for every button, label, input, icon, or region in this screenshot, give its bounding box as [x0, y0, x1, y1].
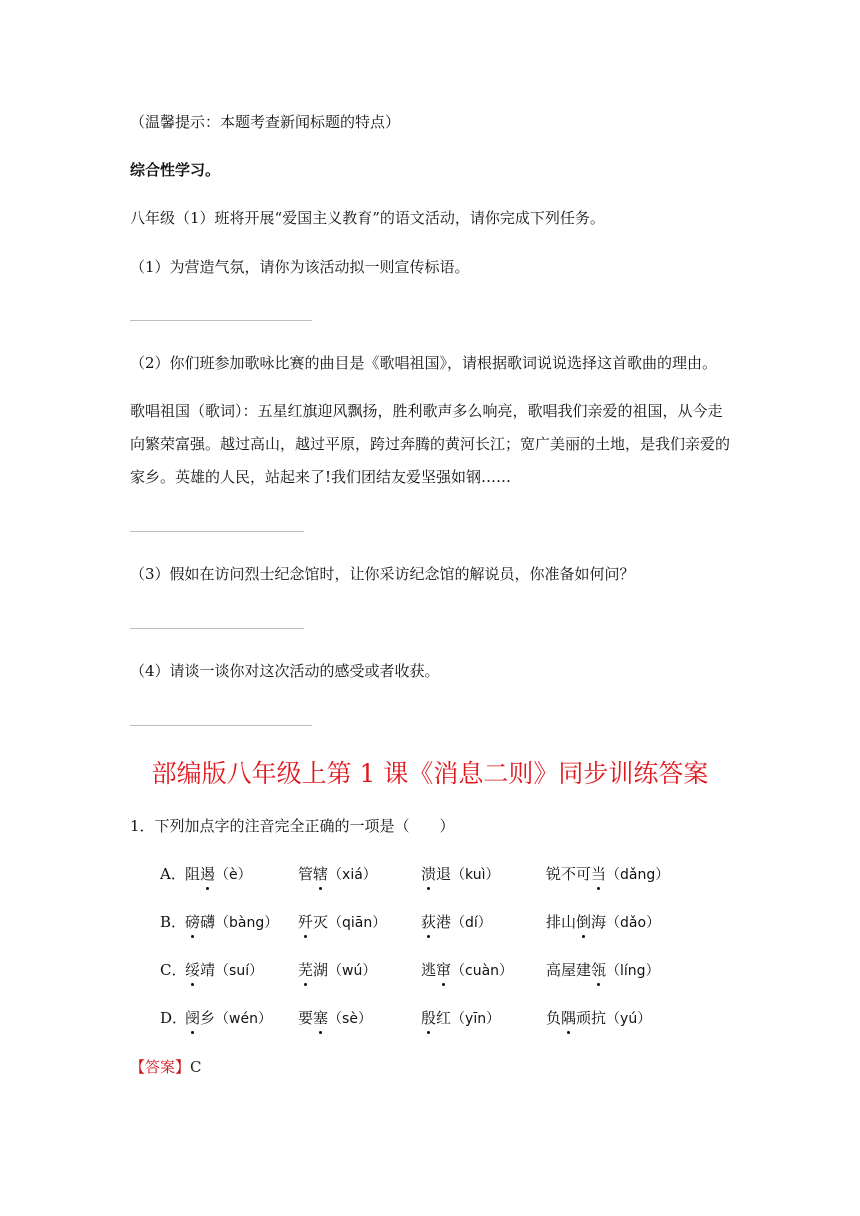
word-text: 礴: [200, 913, 216, 931]
option-word: [298, 864, 377, 885]
answer-value: C: [190, 1058, 202, 1076]
section-title: 综合性学习。: [130, 161, 221, 179]
question-3: （3）假如在访问烈士纪念馆时，让你采访纪念馆的解说员，你准备如何问？: [130, 565, 635, 583]
word-text: 逃: [421, 961, 437, 979]
option-word: [185, 960, 263, 981]
word-text: 负: [546, 1009, 562, 1027]
option-word: [421, 1008, 500, 1029]
dotted-character: 遏: [200, 865, 216, 883]
word-text: 排山: [546, 913, 577, 931]
question-1: （1）为营造气氛，请你为该活动拟一则宣传标语。: [130, 258, 470, 276]
hint-text: （温馨提示：本题考查新闻标题的特点）: [130, 113, 401, 131]
word-text: 灭: [313, 913, 329, 931]
answer-blank-4[interactable]: [130, 725, 312, 726]
word-text: 阻: [185, 865, 201, 883]
word-text: 湖: [313, 961, 329, 979]
dotted-character: 歼: [298, 913, 314, 931]
option-word: [185, 912, 278, 933]
word-text: 顽抗: [576, 1009, 607, 1027]
pinyin: （dǎng）: [606, 867, 670, 883]
dotted-character: 瓴: [591, 961, 607, 979]
option-word: [298, 912, 386, 933]
word-text: 红: [436, 1009, 452, 1027]
activity-intro: 八年级（1）班将开展“爱国主义教育”的语文活动，请你完成下列任务。: [130, 209, 605, 227]
option-word: [421, 912, 492, 933]
pinyin: （yīn）: [451, 1011, 501, 1027]
dotted-character: 倒: [576, 913, 592, 931]
lyrics-line-3: 家乡。英雄的人民，站起来了!我们团结友爱坚强如钢……: [130, 468, 512, 486]
word-text: 退: [436, 865, 452, 883]
question-2: （2）你们班参加歌咏比赛的曲目是《歌唱祖国》，请根据歌词说说选择这首歌曲的理由。: [130, 354, 718, 372]
word-text: 要: [298, 1009, 314, 1027]
option-word: [185, 1008, 272, 1029]
dotted-character: 绥: [185, 961, 201, 979]
option-word: [185, 864, 252, 885]
pinyin: （suí）: [215, 963, 264, 979]
dotted-character: 隅: [561, 1009, 577, 1027]
pinyin: （bàng）: [215, 915, 279, 931]
word-text: 锐不可: [546, 865, 592, 883]
pinyin: （wén）: [215, 1011, 272, 1027]
option-word: [546, 1008, 651, 1029]
option-word: [298, 960, 376, 981]
question-4: （4）请谈一谈你对这次活动的感受或者收获。: [130, 662, 440, 680]
word-text: 海: [591, 913, 607, 931]
dotted-character: 溃: [421, 865, 437, 883]
answer-section-title: 部编版八年级上第 1 课《消息二则》同步训练答案: [151, 759, 709, 788]
option-word: [546, 960, 660, 981]
answer-line: [130, 1057, 202, 1077]
dotted-character: 辖: [313, 865, 329, 883]
word-text: 管: [298, 865, 314, 883]
option-word: [546, 864, 669, 885]
pinyin: （yú）: [606, 1011, 652, 1027]
answer-blank-3[interactable]: [130, 628, 304, 629]
option-label: C．: [160, 961, 187, 979]
option-word: [546, 912, 660, 933]
pinyin: （sè）: [328, 1011, 372, 1027]
option-label: D．: [160, 1009, 188, 1027]
option-word: [421, 864, 499, 885]
answer-blank-2[interactable]: [130, 531, 304, 532]
pinyin: （dǎo）: [606, 915, 661, 931]
answer-blank-1[interactable]: [130, 320, 312, 321]
pinyin: （è）: [215, 867, 252, 883]
dotted-character: 芜: [298, 961, 314, 979]
word-text: 高屋建: [546, 961, 592, 979]
dotted-character: 殷: [421, 1009, 437, 1027]
pinyin: （wú）: [328, 963, 377, 979]
word-text: 乡: [200, 1009, 216, 1027]
pinyin: （qiān）: [328, 915, 387, 931]
dotted-character: 塞: [313, 1009, 329, 1027]
option-word: [298, 1008, 372, 1029]
word-text: 港: [436, 913, 452, 931]
pinyin: （dí）: [451, 915, 492, 931]
pinyin: （cuàn）: [451, 963, 514, 979]
pinyin: （kuì）: [451, 867, 500, 883]
dotted-character: 当: [591, 865, 607, 883]
answer-label: 【答案】: [130, 1058, 191, 1076]
mc-question-stem: 1．下列加点字的注音完全正确的一项是（ ）: [130, 817, 455, 835]
pinyin: （líng）: [606, 963, 660, 979]
word-text: 靖: [200, 961, 216, 979]
lyrics-line-1: 歌唱祖国（歌词）：五星红旗迎风飘扬，胜利歌声多么响亮，歌唱我们亲爱的祖国，从今走: [130, 402, 723, 420]
dotted-character: 阌: [185, 1009, 201, 1027]
option-label: B．: [160, 913, 187, 931]
dotted-character: 窜: [436, 961, 452, 979]
dotted-character: 荻: [421, 913, 437, 931]
pinyin: （xiá）: [328, 867, 377, 883]
dotted-character: 磅: [185, 913, 201, 931]
option-label: A．: [160, 865, 186, 883]
lyrics-line-2: 向繁荣富强。越过高山，越过平原，跨过奔腾的黄河长江；宽广美丽的土地，是我们亲爱的: [130, 435, 731, 453]
option-word: [421, 960, 513, 981]
